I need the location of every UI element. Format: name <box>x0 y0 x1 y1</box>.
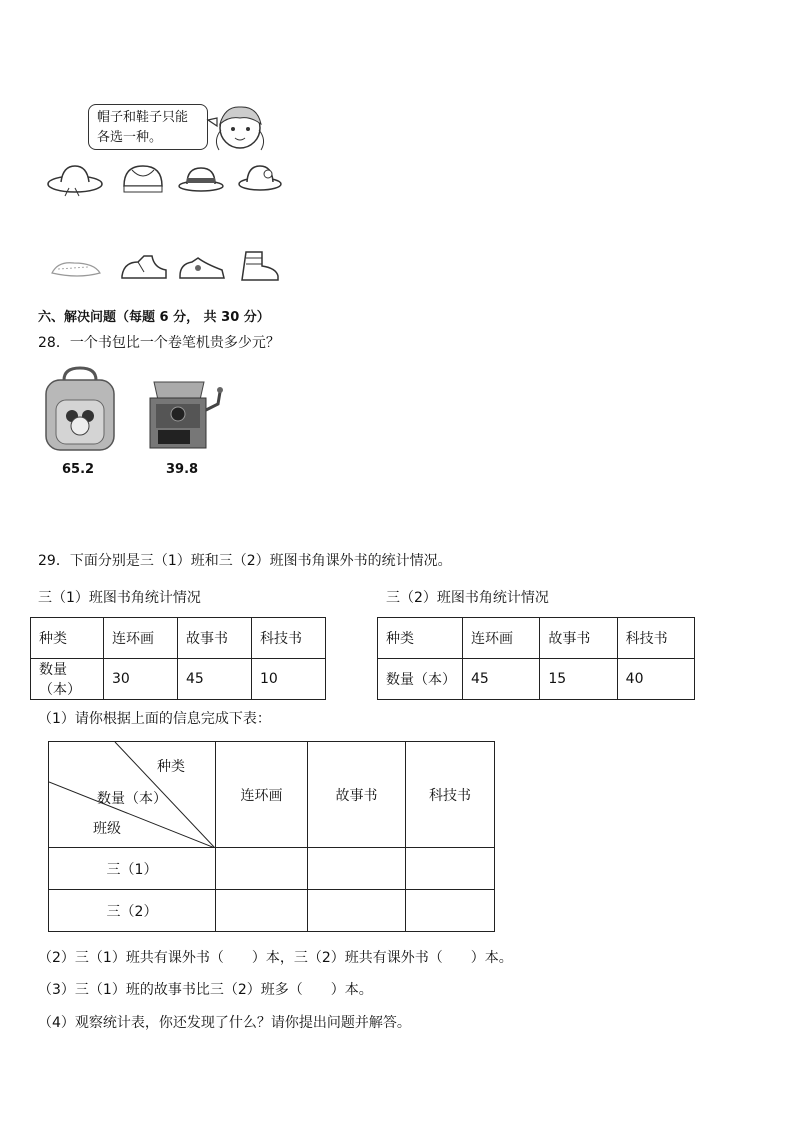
sharpener-price: 39.8 <box>166 462 199 477</box>
fill-in-table <box>48 741 495 932</box>
leather-shoes-icon <box>118 250 170 284</box>
table-cell: 数量（本） <box>378 659 463 700</box>
girl-face-icon <box>205 100 275 160</box>
table-row <box>31 618 326 659</box>
table-cell: 连环画 <box>104 618 178 659</box>
flower-hat-icon <box>236 160 284 196</box>
table-cell: 故事书 <box>540 618 617 659</box>
table-row <box>31 659 326 700</box>
table-row <box>49 742 495 848</box>
table-row <box>378 659 695 700</box>
row-header: 三（2） <box>49 890 216 932</box>
table-cell: 30 <box>104 659 178 700</box>
backpack-price: 65.2 <box>62 462 95 477</box>
table-cell: 科技书 <box>252 618 326 659</box>
diagonal-header-cell <box>49 742 216 848</box>
table-cell: 种类 <box>31 618 104 659</box>
cap-icon <box>118 160 168 198</box>
class1-stat-table <box>30 617 326 700</box>
answer-cell[interactable] <box>308 848 406 890</box>
table-cell: 故事书 <box>178 618 252 659</box>
table-row <box>378 618 695 659</box>
speech-bubble <box>88 104 208 150</box>
answer-cell[interactable] <box>406 848 495 890</box>
diag-label-class: 班级 <box>93 821 121 837</box>
diag-label-kind: 种类 <box>157 759 185 775</box>
table-cell: 数量（本） <box>31 659 104 700</box>
table-cell: 科技书 <box>617 618 694 659</box>
pencil-sharpener-image <box>140 370 224 454</box>
speech-bubble-text: 帽子和鞋子只能各选一种。 <box>97 110 189 145</box>
fedora-hat-icon <box>176 162 226 196</box>
column-header: 故事书 <box>308 742 406 848</box>
answer-cell[interactable] <box>216 890 308 932</box>
table-cell: 40 <box>617 659 694 700</box>
table-row <box>49 890 495 932</box>
column-header: 连环画 <box>216 742 308 848</box>
backpack-image <box>42 366 120 454</box>
sub-question-1: （1）请你根据上面的信息完成下表： <box>38 711 271 727</box>
class2-stat-table <box>377 617 695 700</box>
table-cell: 10 <box>252 659 326 700</box>
boots-icon <box>236 248 282 284</box>
table1-title: 三（1）班图书角统计情况 <box>38 590 201 606</box>
sun-hat-icon <box>45 160 105 198</box>
slipper-icon <box>48 255 103 283</box>
sub-question-3: （3）三（1）班的故事书比三（2）班多（ ）本。 <box>38 982 373 998</box>
table-cell: 连环画 <box>463 618 540 659</box>
row-header: 三（1） <box>49 848 216 890</box>
answer-cell[interactable] <box>308 890 406 932</box>
table-cell: 45 <box>178 659 252 700</box>
diag-label-quantity: 数量（本） <box>97 791 167 807</box>
sub-question-2: （2）三（1）班共有课外书（ ）本，三（2）班共有课外书（ ）本。 <box>38 950 513 966</box>
column-header: 科技书 <box>406 742 495 848</box>
sneakers-icon <box>176 250 228 284</box>
answer-cell[interactable] <box>216 848 308 890</box>
question-28: 28．一个书包比一个卷笔机贵多少元？ <box>38 335 280 351</box>
answer-cell[interactable] <box>406 890 495 932</box>
table2-title: 三（2）班图书角统计情况 <box>386 590 549 606</box>
table-cell: 种类 <box>378 618 463 659</box>
question-29: 29．下面分别是三（1）班和三（2）班图书角课外书的统计情况。 <box>38 553 452 569</box>
table-cell: 45 <box>463 659 540 700</box>
sub-question-4: （4）观察统计表，你还发现了什么？请你提出问题并解答。 <box>38 1015 411 1031</box>
table-cell: 15 <box>540 659 617 700</box>
table-row <box>49 848 495 890</box>
section-title: 六、解决问题（每题 6 分， 共 30 分） <box>38 310 270 325</box>
